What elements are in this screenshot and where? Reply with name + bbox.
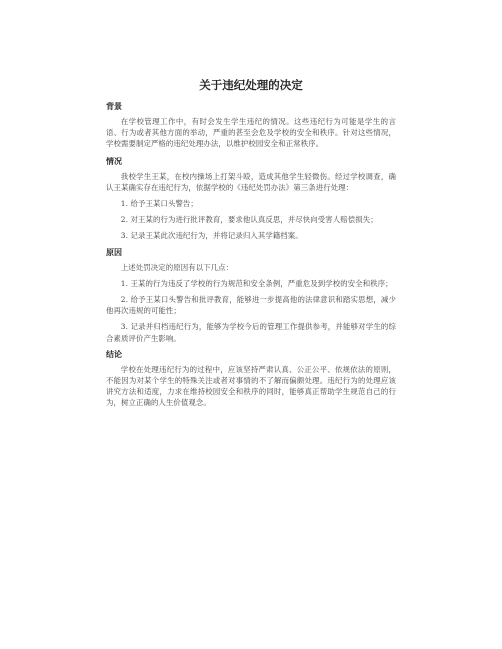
reason-intro: 上述处罚决定的原因有以下几点： <box>120 262 234 272</box>
situation-list-item-1: 1. 给予王某口头警告； <box>120 199 198 209</box>
conclusion-paragraph: 学校在处理违纪行为的过程中，应该坚持严肃认真、公正公平、依规依法的原则，不能因为对某个学生的特殊关注或者对事情的不了解而偏颇处理。违纪行为的处理应该讲究方法和适度，力求在维持校园安全和秩序的同时，能够真正帮助学生规范自己的行为，树立正确的人生价值观念。 <box>106 364 396 408</box>
situation-list-item-3: 3. 记录王某此次违纪行为，并将记录归入其学籍档案。 <box>120 231 303 241</box>
reason-list-item-1: 1. 王某的行为违反了学校的行为规范和安全条例，严重危及到学校的安全和秩序； <box>120 278 393 288</box>
section-heading-reason: 原因 <box>106 247 122 257</box>
document-title: 关于违纪处理的决定 <box>199 78 303 92</box>
section-heading-background: 背景 <box>106 102 122 111</box>
background-paragraph: 在学校管理工作中，有时会发生学生违纪的情况。这些违纪行为可能是学生的言语、行为或者其他方面的举动，严重的甚至会危及学校的安全和秩序。针对这些情况，学校需要制定严格的违纪处理办法，以维护校园安全和正常秩序。 <box>106 117 396 149</box>
situation-paragraph: 我校学生王某，在校内操场上打架斗殴，造成其他学生轻微伤。经过学校调查，确认王某确实存在违纪行为，依据学校的《违纪处罚办法》第三条进行处理： <box>106 171 396 192</box>
situation-list-item-2: 2. 对王某的行为进行批评教育，要求他认真反思，并尽快向受害人赔偿损失； <box>120 215 378 225</box>
reason-list-item-3: 3. 记录并归档违纪行为，能够为学校今后的管理工作提供参考，并能够对学生的综合素质评价产生影响。 <box>106 322 396 343</box>
section-heading-situation: 情况 <box>106 156 122 166</box>
reason-list-item-2: 2. 给予王某口头警告和批评教育，能够进一步提高他的法律意识和踏实思想，减少他再次违规的可能性； <box>106 295 396 316</box>
section-heading-conclusion: 结论 <box>106 349 122 359</box>
